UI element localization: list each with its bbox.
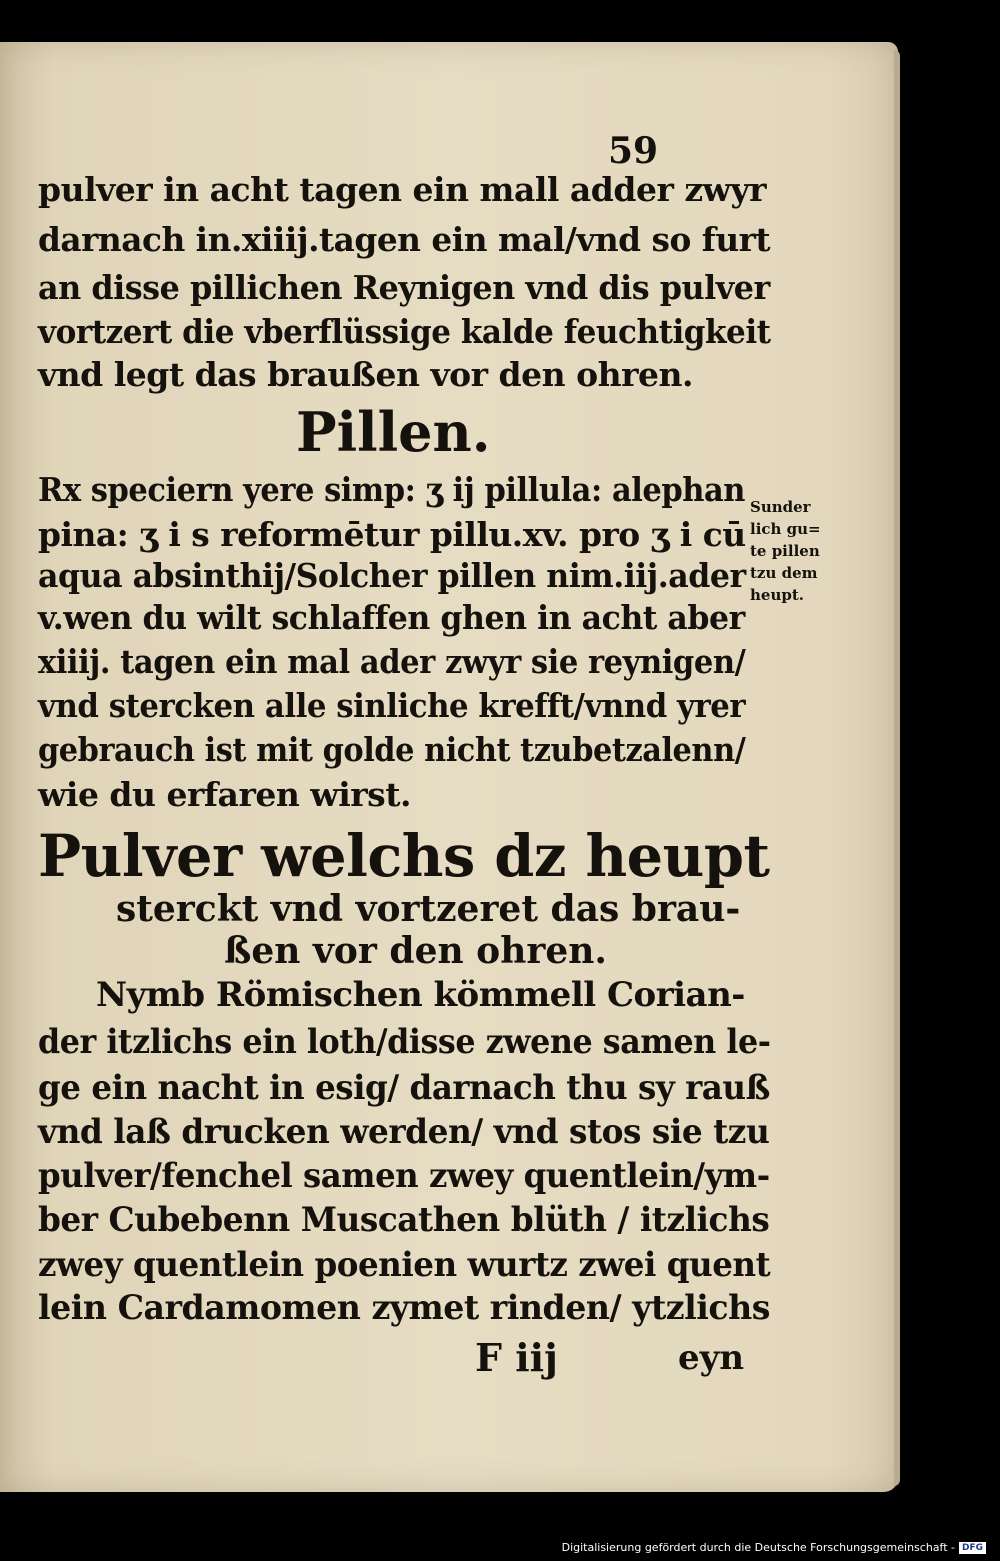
marginal-note-line: tzu dem — [750, 564, 818, 582]
text-line: pulver in acht tagen ein mall adder zwyr — [38, 170, 767, 209]
text-line: der itzlichs ein loth/disse zwene samen le- — [38, 1022, 771, 1062]
text-line: pulver/fenchel samen zwey quentlein/ym- — [38, 1156, 770, 1196]
marginal-note-line: lich gu= — [750, 520, 821, 538]
section-heading-pillen: Pillen. — [296, 400, 491, 464]
text-line: wie du erfaren wirst. — [38, 775, 411, 814]
text-line: gebrauch ist mit golde nicht tzubetzalenn/ — [38, 730, 746, 769]
text-line: xiiij. tagen ein mal ader zwyr sie reynigen/ — [38, 642, 746, 681]
section-subheading: sterckt vnd vortzeret das brau- — [116, 888, 741, 930]
text-line: vnd laß drucken werden/ vnd stos sie tzu — [38, 1112, 770, 1152]
text-line: ge ein nacht in esig/ darnach thu sy rauß — [38, 1068, 770, 1108]
page-edge — [894, 50, 900, 1486]
text-line: lein Cardamomen zymet rinden/ ytzlichs — [38, 1288, 770, 1328]
text-line: vnd legt das braußen vor den ohren. — [38, 355, 693, 394]
text-line: vortzert die vberflüssige kalde feuchtigkeit — [38, 312, 771, 351]
text-line: pina: ʒ i s reformētur pillu.xv. pro ʒ i cū — [38, 515, 746, 554]
text-line: v.wen du wilt schlaffen ghen in acht aber — [38, 598, 745, 637]
text-line: zwey quentlein poenien wurtz zwei quent — [38, 1245, 771, 1285]
text-line: vnd stercken alle sinliche krefft/vnnd yrer — [38, 686, 746, 725]
marginal-note — [750, 496, 850, 606]
signature-mark: F iij — [475, 1335, 558, 1380]
text-line: an disse pillichen Reynigen vnd dis pulver — [38, 268, 770, 307]
section-heading-pulver: Pulver welchs dz heupt — [38, 822, 770, 890]
catchword: eyn — [678, 1338, 745, 1378]
marginal-note-line: te pillen — [750, 542, 820, 560]
text-line: aqua absinthij/Solcher pillen nim.iij.ader — [38, 556, 746, 595]
text-line: darnach in.xiiij.tagen ein mal/vnd so furt — [38, 220, 771, 259]
text-line: Rx speciern yere simp: ʒ ij pillula: alephan — [38, 470, 746, 509]
text-line: ber Cubebenn Muscathen blüth / itzlichs — [38, 1200, 770, 1240]
marginal-note-line: heupt. — [750, 586, 804, 604]
text-line: Nymb Römischen kömmell Corian- — [96, 975, 745, 1015]
footer-text: Digitalisierung gefördert durch die Deutsche Forschungsgemeinschaft - — [561, 1541, 955, 1554]
digitization-footer — [562, 1541, 986, 1554]
marginal-note-line: Sunder — [750, 498, 811, 516]
section-subheading: ßen vor den ohren. — [224, 930, 607, 972]
page-number: 59 — [608, 130, 659, 172]
dfg-logo-icon: DFG — [959, 1542, 986, 1554]
